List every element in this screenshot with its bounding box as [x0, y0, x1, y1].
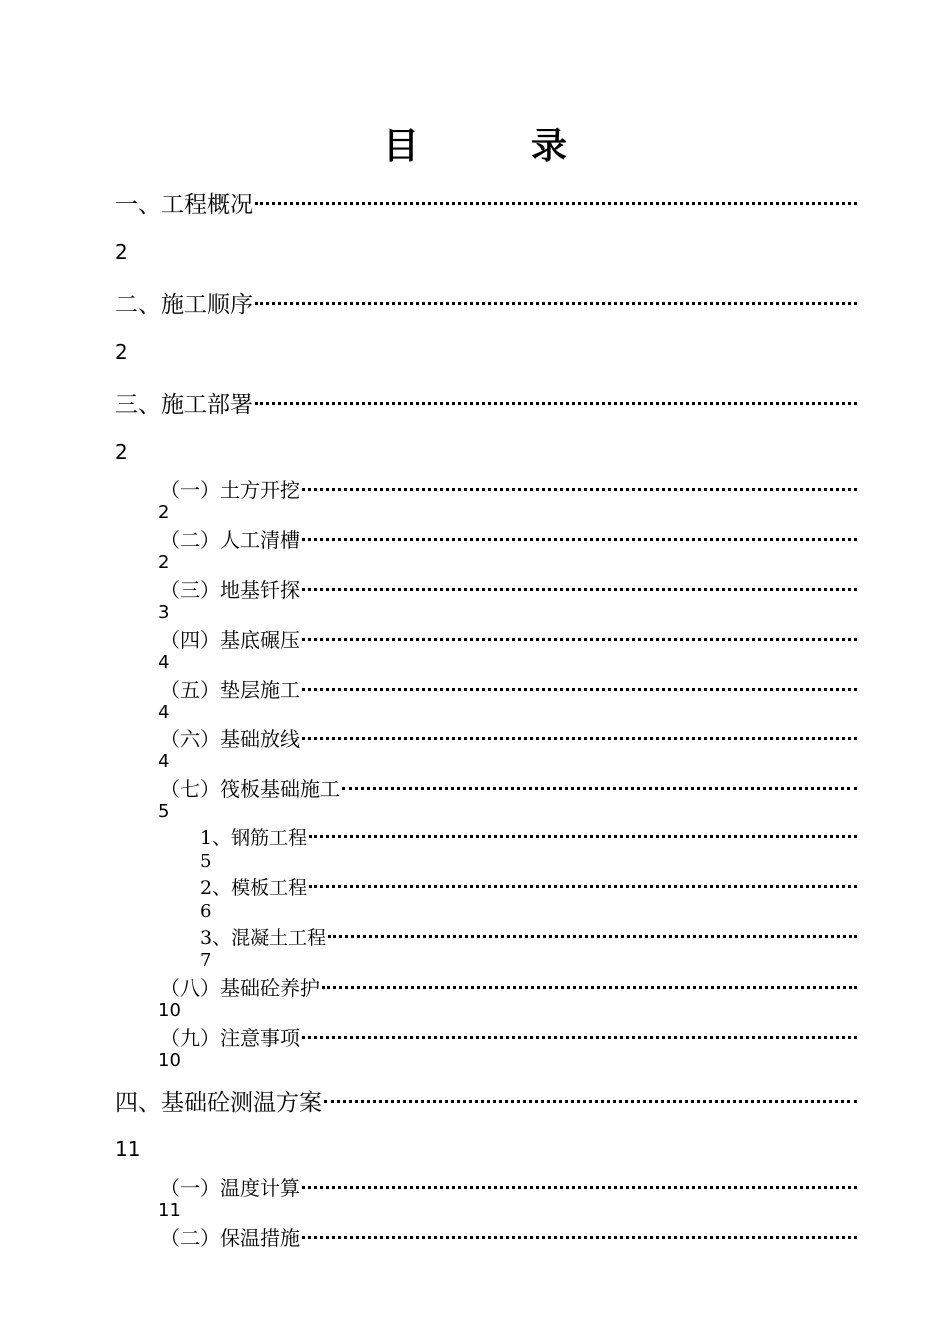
dot-leader	[309, 885, 857, 888]
dot-leader	[324, 1100, 857, 1103]
toc-entry-label: （一）温度计算	[160, 1176, 300, 1200]
toc-entry-15[interactable]	[160, 1022, 857, 1051]
toc-page-number: 5	[200, 851, 212, 872]
toc-page-number: 4	[158, 751, 170, 772]
toc-entry-2[interactable]	[115, 286, 857, 319]
toc-page-number: 2	[158, 502, 170, 523]
toc-entry-label: （二）人工清槽	[160, 528, 300, 552]
toc-page-number: 5	[158, 801, 170, 822]
toc-entry-label: 3、混凝土工程	[200, 927, 327, 949]
toc-entry-10[interactable]	[160, 773, 857, 802]
toc-page-number: 10	[158, 1000, 181, 1021]
toc-page-number: 3	[158, 602, 170, 623]
toc-title-char-2: 录	[531, 126, 568, 167]
toc-entry-17[interactable]	[160, 1172, 857, 1201]
toc-entry-label: （八）基础砼养护	[160, 976, 320, 1000]
toc-entry-label: 一、工程概况	[115, 192, 253, 218]
toc-entry-12[interactable]	[200, 873, 857, 900]
toc-entry-4[interactable]	[160, 474, 857, 503]
toc-entry-label: 三、施工部署	[115, 392, 253, 418]
dot-leader	[255, 402, 857, 405]
toc-entry-13[interactable]	[200, 923, 857, 950]
dot-leader	[302, 737, 857, 740]
dot-leader	[302, 538, 857, 541]
toc-page-number: 10	[158, 1050, 181, 1071]
toc-page-number: 2	[158, 552, 170, 573]
toc-page-number: 11	[115, 1137, 141, 1161]
toc-entry-label: （三）地基钎探	[160, 578, 300, 602]
dot-leader	[302, 1236, 857, 1239]
toc-entry-5[interactable]	[160, 524, 857, 553]
toc-page-number: 2	[115, 340, 128, 364]
toc-entry-1[interactable]	[115, 186, 857, 219]
toc-page-number: 2	[115, 440, 128, 464]
dot-leader	[309, 835, 857, 838]
toc-entry-3[interactable]	[115, 386, 857, 419]
dot-leader	[328, 935, 857, 938]
toc-title-char-1: 目	[382, 126, 419, 167]
dot-leader	[255, 302, 857, 305]
toc-entry-label: （五）垫层施工	[160, 678, 300, 702]
toc-entry-6[interactable]	[160, 574, 857, 603]
toc-entry-label: （一）土方开挖	[160, 478, 300, 502]
toc-entry-label: 2、模板工程	[200, 877, 308, 899]
dot-leader	[342, 787, 857, 790]
toc-entry-11[interactable]	[200, 823, 857, 850]
toc-entry-label: （七）筏板基础施工	[160, 777, 340, 801]
toc-page-number: 6	[200, 901, 212, 922]
toc-title	[0, 118, 950, 169]
toc-entry-label: 四、基础砼测温方案	[115, 1090, 322, 1116]
toc-entry-label: （四）基底碾压	[160, 628, 300, 652]
dot-leader	[255, 202, 857, 205]
dot-leader	[302, 588, 857, 591]
dot-leader	[302, 638, 857, 641]
dot-leader	[302, 488, 857, 491]
toc-page-number: 4	[158, 652, 170, 673]
toc-entry-label: 1、钢筋工程	[200, 827, 308, 849]
dot-leader	[302, 1186, 857, 1189]
toc-entry-label: 二、施工顺序	[115, 292, 253, 318]
toc-entry-label: （九）注意事项	[160, 1026, 300, 1050]
toc-page-number: 7	[200, 950, 212, 971]
toc-entry-7[interactable]	[160, 624, 857, 653]
toc-entry-18[interactable]	[160, 1222, 857, 1251]
toc-entry-label: （二）保温措施	[160, 1226, 300, 1250]
toc-page-number: 2	[115, 240, 128, 264]
dot-leader	[322, 986, 857, 989]
dot-leader	[302, 688, 857, 691]
toc-entry-14[interactable]	[160, 972, 857, 1001]
toc-entry-16[interactable]	[115, 1084, 857, 1117]
toc-entry-8[interactable]	[160, 674, 857, 703]
toc-page-number: 4	[158, 702, 170, 723]
toc-entry-9[interactable]	[160, 723, 857, 752]
toc-page-number: 11	[158, 1200, 181, 1221]
toc-entry-label: （六）基础放线	[160, 727, 300, 751]
dot-leader	[302, 1036, 857, 1039]
